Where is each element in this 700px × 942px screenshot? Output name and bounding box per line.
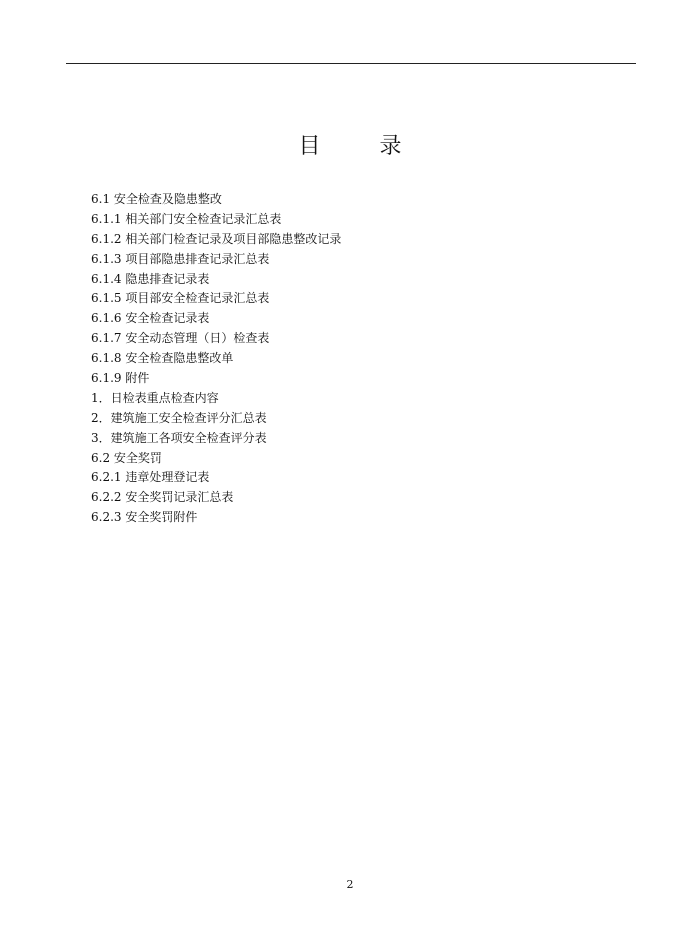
toc-item: 6.1.2 相关部门检查记录及项目部隐患整改记录: [91, 231, 342, 246]
toc-item: 6.2 安全奖罚: [91, 450, 162, 465]
toc-item: 6.1.5 项目部安全检查记录汇总表: [91, 291, 270, 306]
toc-item: 6.1.6 安全检查记录表: [91, 311, 210, 326]
toc-item: 3．建筑施工各项安全检查评分表: [91, 430, 267, 445]
toc-item: 6.1 安全检查及隐患整改: [91, 192, 222, 206]
toc-item: 6.1.3 项目部隐患排查记录汇总表: [91, 251, 270, 266]
toc-item: 1．日检表重点检查内容: [91, 390, 219, 405]
toc-item: 6.2.2 安全奖罚记录汇总表: [91, 490, 234, 505]
toc-item: 6.1.4 隐患排查记录表: [91, 271, 210, 286]
page-title: 目 录: [298, 134, 428, 159]
toc-item: 6.2.3 安全奖罚附件: [91, 510, 198, 525]
table-of-contents: [91, 190, 341, 528]
toc-item: 6.2.1 违章处理登记表: [91, 470, 210, 485]
toc-item: 6.1.9 附件: [91, 371, 150, 386]
toc-item: 6.1.7 安全动态管理（日）检查表: [91, 331, 270, 346]
toc-item: 6.1.1 相关部门安全检查记录汇总表: [91, 211, 282, 226]
toc-item: 2．建筑施工安全检查评分汇总表: [91, 410, 267, 425]
page-number: 2: [346, 878, 354, 891]
toc-item: 6.1.8 安全检查隐患整改单: [91, 351, 234, 366]
header-rule: [66, 63, 636, 64]
